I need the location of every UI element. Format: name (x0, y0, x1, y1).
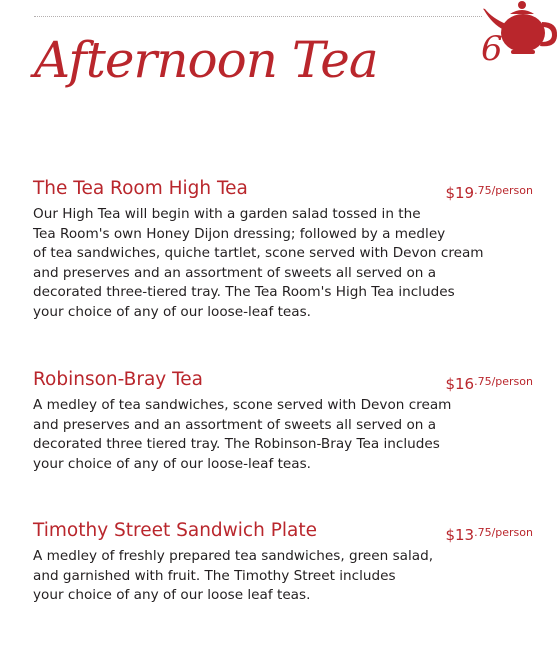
item-description (33, 396, 533, 474)
description-line: and garnished with fruit. The Timothy Street includes (33, 567, 396, 584)
description-line: and preserves and an assortment of sweets all served on a (33, 416, 437, 433)
description-line: decorated three tiered tray. The Robinson-Bray Tea includes (33, 436, 440, 452)
description-line: A medley of tea sandwiches, scone served with Devon cream (33, 397, 452, 413)
page-number: 6 (481, 29, 503, 69)
price-unit: /person (491, 375, 533, 388)
menu-item-high-tea (33, 177, 533, 322)
description-line: A medley of freshly prepared tea sandwiches, green salad, (33, 548, 434, 564)
item-description (33, 547, 533, 606)
description-line: your choice of any of our loose leaf teas. (33, 587, 311, 603)
menu-item-timothy-street (33, 519, 533, 606)
price-cents: .75 (474, 184, 492, 197)
price-unit: /person (491, 184, 533, 197)
price-cents: .75 (474, 375, 492, 388)
item-price (445, 525, 533, 544)
price-dollars: $16 (445, 375, 475, 393)
item-name: The Tea Room High Tea (33, 178, 248, 199)
item-name: Timothy Street Sandwich Plate (33, 520, 317, 541)
price-dollars: $13 (445, 526, 475, 544)
top-dotted-rule (34, 16, 482, 17)
price-cents: .75 (474, 526, 492, 539)
item-name: Robinson-Bray Tea (33, 369, 203, 390)
description-line: Tea Room's own Honey Dijon dressing; followed by a medley (33, 225, 446, 242)
item-price (445, 374, 533, 393)
description-line: Our High Tea will begin with a garden salad tossed in the (33, 206, 421, 222)
menu-item-robinson-bray (33, 368, 533, 474)
page-title: Afternoon Tea (34, 31, 378, 89)
item-description (33, 205, 533, 322)
description-line: and preserves and an assortment of sweets all served on a (33, 264, 437, 281)
price-dollars: $19 (445, 184, 475, 202)
description-line: decorated three-tiered tray. The Tea Room's High Tea includes (33, 284, 455, 300)
item-price (445, 183, 533, 202)
description-line: your choice of any of our loose-leaf teas. (33, 455, 311, 472)
price-unit: /person (491, 526, 533, 539)
description-line: of tea sandwiches, quiche tartlet, scone served with Devon cream (33, 245, 484, 261)
description-line: your choice of any of our loose-leaf teas. (33, 303, 311, 320)
